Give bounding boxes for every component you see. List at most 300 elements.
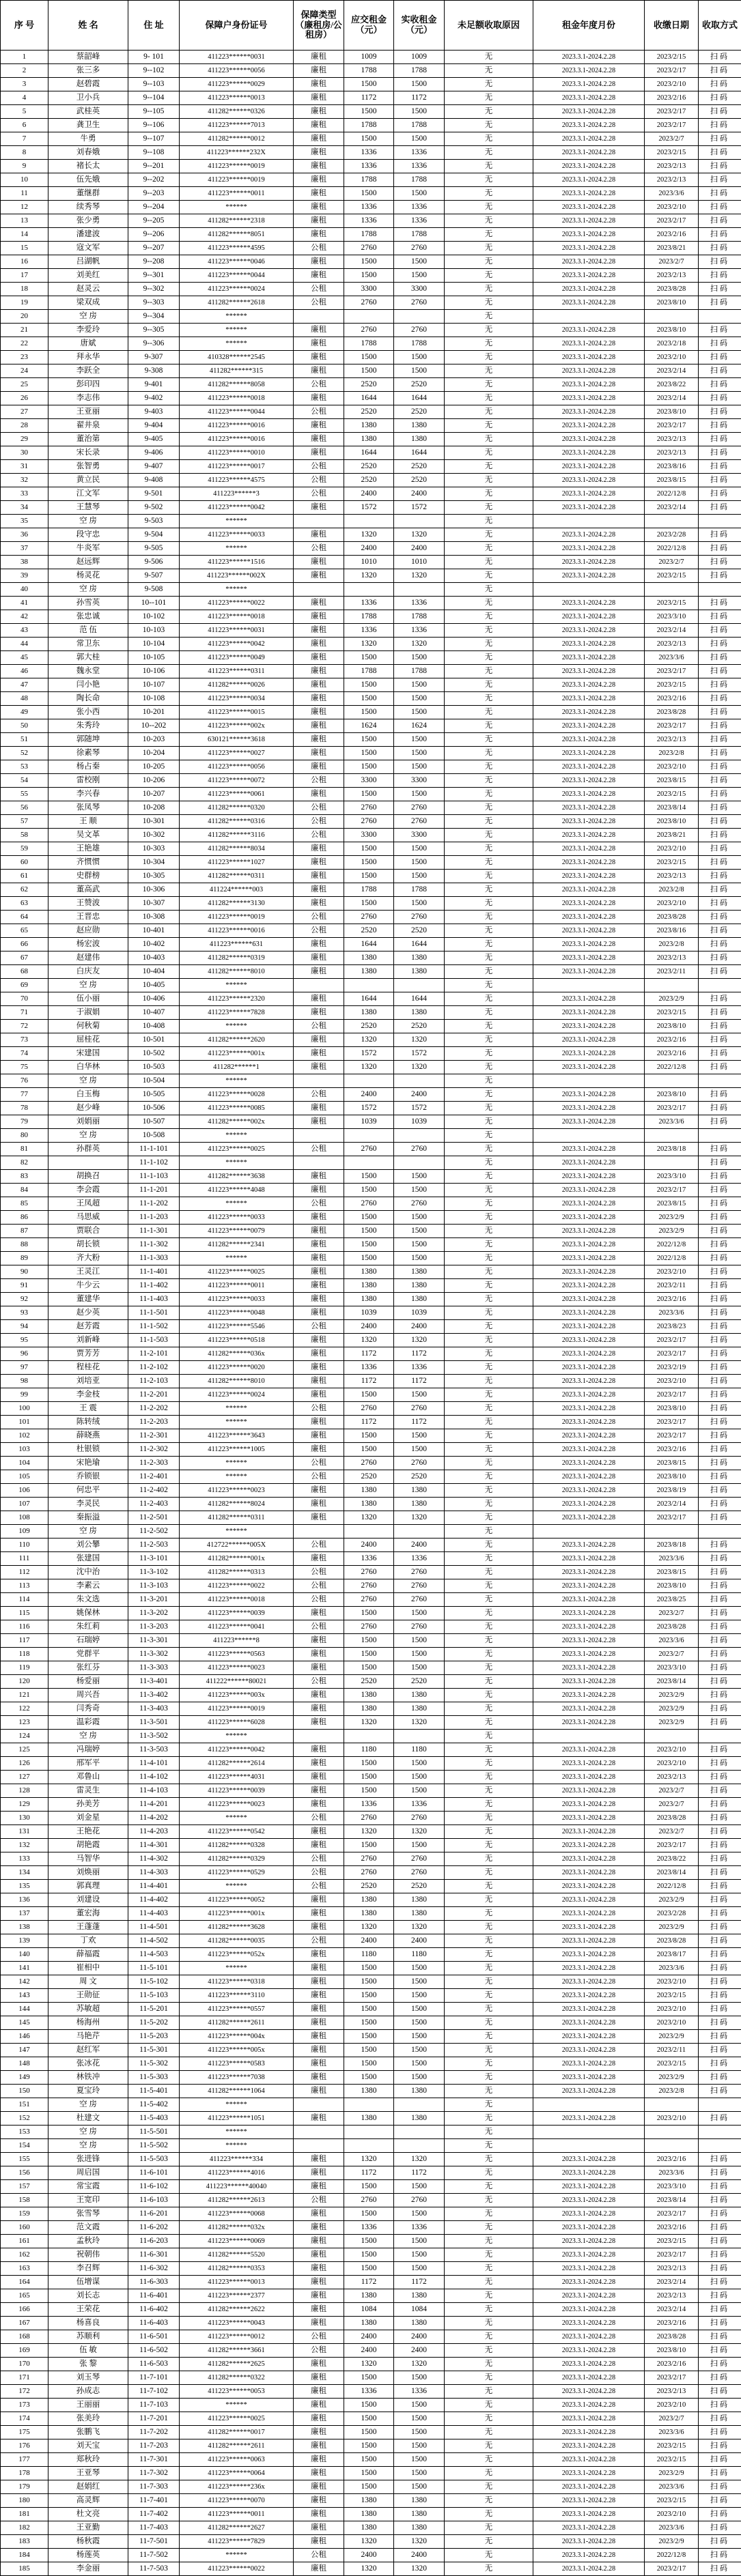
- cell-name: 屈桂花: [48, 1033, 128, 1047]
- cell-serial-no: 36: [1, 528, 48, 542]
- cell-serial-no: 70: [1, 992, 48, 1006]
- cell-housing-type: 廉租: [294, 1975, 344, 1989]
- cell-housing-type: 廉租: [294, 2371, 344, 2385]
- cell-serial-no: 113: [1, 1579, 48, 1593]
- cell-rent-period: 2023.3.1-2024.2.28: [533, 747, 645, 760]
- cell-collection-method: 扫码: [699, 446, 741, 460]
- table-row: [1, 2194, 741, 2207]
- cell-id-number: 411223******1005: [180, 1443, 294, 1457]
- cell-rent-received: 1500: [394, 1648, 445, 1661]
- cell-rent-due: [344, 1730, 394, 1743]
- cell-collection-method: 扫码: [699, 1115, 741, 1129]
- cell-collection-method: 扫码: [699, 1634, 741, 1648]
- cell-rent-due: 1172: [344, 1375, 394, 1388]
- cell-collection-date: 2023/8/10: [645, 815, 699, 829]
- cell-rent-received: 1788: [394, 610, 445, 624]
- cell-collection-date: 2023/8/22: [645, 1852, 699, 1866]
- cell-housing-type: 廉租: [294, 2221, 344, 2235]
- cell-housing-type: 廉租: [294, 2030, 344, 2044]
- cell-collection-date: 2023/3/10: [645, 2180, 699, 2194]
- cell-rent-period: 2023.3.1-2024.2.28: [533, 692, 645, 706]
- table-row: [1, 119, 741, 132]
- cell-address: 9--302: [128, 283, 180, 296]
- cell-shortfall-reason: 无: [445, 1088, 533, 1102]
- cell-shortfall-reason: 无: [445, 583, 533, 597]
- cell-collection-method: 扫码: [699, 2289, 741, 2303]
- cell-address: 11-2-302: [128, 1443, 180, 1457]
- cell-collection-date: 2023/2/14: [645, 624, 699, 638]
- cell-housing-type: 廉租: [294, 337, 344, 351]
- cell-collection-method: 扫码: [699, 2399, 741, 2412]
- cell-shortfall-reason: 无: [445, 1047, 533, 1061]
- table-row: [1, 1648, 741, 1661]
- cell-serial-no: 114: [1, 1593, 48, 1607]
- table-row: [1, 1429, 741, 1443]
- cell-serial-no: 81: [1, 1143, 48, 1156]
- cell-serial-no: 125: [1, 1743, 48, 1757]
- cell-rent-period: 2023.3.1-2024.2.28: [533, 2248, 645, 2262]
- cell-address: 10-206: [128, 774, 180, 788]
- cell-rent-period: 2023.3.1-2024.2.28: [533, 1088, 645, 1102]
- table-row: [1, 2303, 741, 2317]
- cell-shortfall-reason: 无: [445, 1593, 533, 1607]
- cell-collection-date: [645, 1525, 699, 1539]
- cell-collection-method: 扫码: [699, 2071, 741, 2085]
- cell-housing-type: 公租: [294, 1852, 344, 1866]
- cell-rent-received: [394, 1074, 445, 1088]
- cell-address: 10-402: [128, 938, 180, 951]
- cell-housing-type: 廉租: [294, 351, 344, 364]
- table-row: [1, 1757, 741, 1771]
- cell-rent-received: 1380: [394, 951, 445, 965]
- cell-rent-due: 1644: [344, 938, 394, 951]
- cell-rent-due: 2760: [344, 801, 394, 815]
- cell-id-number: 411223******002X: [180, 569, 294, 583]
- cell-address: 11-7-302: [128, 2467, 180, 2480]
- table-row: [1, 1552, 741, 1566]
- cell-address: 11-1-401: [128, 1265, 180, 1279]
- cell-rent-due: 1500: [344, 692, 394, 706]
- cell-address: 11-5-303: [128, 2071, 180, 2085]
- cell-address: 11-5-401: [128, 2085, 180, 2098]
- cell-collection-method: 扫码: [699, 1061, 741, 1074]
- cell-rent-received: 1320: [394, 1716, 445, 1730]
- cell-rent-received: 1380: [394, 1265, 445, 1279]
- table-row: [1, 924, 741, 938]
- cell-collection-date: 2023/2/15: [645, 2494, 699, 2508]
- cell-name: 朱文选: [48, 1593, 128, 1607]
- cell-address: 9--208: [128, 255, 180, 269]
- cell-shortfall-reason: 无: [445, 1825, 533, 1839]
- cell-name: 彭印四: [48, 378, 128, 392]
- cell-housing-type: 廉租: [294, 255, 344, 269]
- cell-name: 秦振溢: [48, 1511, 128, 1525]
- cell-rent-period: 2023.3.1-2024.2.28: [533, 1470, 645, 1484]
- cell-housing-type: 廉租: [294, 1115, 344, 1129]
- cell-shortfall-reason: 无: [445, 2303, 533, 2317]
- cell-rent-due: 1380: [344, 2085, 394, 2098]
- cell-shortfall-reason: 无: [445, 938, 533, 951]
- cell-housing-type: 廉租: [294, 2112, 344, 2126]
- cell-id-number: 411282******0322: [180, 2371, 294, 2385]
- cell-collection-method: 扫码: [699, 1539, 741, 1552]
- cell-shortfall-reason: 无: [445, 992, 533, 1006]
- cell-collection-method: [699, 2126, 741, 2139]
- cell-collection-date: 2023/2/7: [645, 2412, 699, 2426]
- cell-rent-period: 2023.3.1-2024.2.28: [533, 2399, 645, 2412]
- cell-collection-method: 扫码: [699, 378, 741, 392]
- cell-rent-received: 1380: [394, 1893, 445, 1907]
- table-row: [1, 51, 741, 64]
- cell-collection-method: 扫码: [699, 1702, 741, 1716]
- table-row: [1, 1771, 741, 1784]
- cell-shortfall-reason: 无: [445, 364, 533, 378]
- cell-rent-received: 1500: [394, 1388, 445, 1402]
- cell-housing-type: 廉租: [294, 419, 344, 433]
- cell-rent-period: 2023.3.1-2024.2.28: [533, 1893, 645, 1907]
- cell-rent-due: 1320: [344, 1061, 394, 1074]
- cell-address: 11-3-502: [128, 1730, 180, 1743]
- cell-rent-received: 1380: [394, 965, 445, 979]
- cell-address: 11-7-402: [128, 2508, 180, 2521]
- cell-address: 10-401: [128, 924, 180, 938]
- cell-rent-due: 1500: [344, 364, 394, 378]
- cell-serial-no: 19: [1, 296, 48, 310]
- cell-serial-no: 94: [1, 1320, 48, 1334]
- table-row: [1, 378, 741, 392]
- cell-collection-method: 扫码: [699, 1470, 741, 1484]
- cell-collection-method: 扫码: [699, 132, 741, 146]
- table-row: [1, 1962, 741, 1975]
- cell-serial-no: 56: [1, 801, 48, 815]
- cell-collection-date: 2023/8/14: [645, 801, 699, 815]
- cell-housing-type: 廉租: [294, 1757, 344, 1771]
- cell-name: 空 房: [48, 310, 128, 324]
- cell-housing-type: 廉租: [294, 1962, 344, 1975]
- table-body: [1, 51, 741, 2576]
- cell-housing-type: 廉租: [294, 788, 344, 801]
- cell-collection-method: 扫码: [699, 801, 741, 815]
- cell-rent-received: 1500: [394, 364, 445, 378]
- cell-rent-period: 2023.3.1-2024.2.28: [533, 2521, 645, 2535]
- cell-rent-due: 1180: [344, 1948, 394, 1962]
- cell-serial-no: 162: [1, 2248, 48, 2262]
- cell-collection-method: 扫码: [699, 2467, 741, 2480]
- cell-address: 9-403: [128, 405, 180, 419]
- cell-rent-due: 1336: [344, 1798, 394, 1812]
- cell-shortfall-reason: 无: [445, 201, 533, 214]
- cell-serial-no: 52: [1, 747, 48, 760]
- cell-housing-type: [294, 2139, 344, 2153]
- cell-housing-type: [294, 1525, 344, 1539]
- cell-id-number: 411223******0019: [180, 160, 294, 173]
- cell-housing-type: 廉租: [294, 2057, 344, 2071]
- cell-collection-date: 2023/8/10: [645, 324, 699, 337]
- cell-housing-type: 公租: [294, 1539, 344, 1552]
- cell-collection-date: 2023/8/22: [645, 378, 699, 392]
- cell-shortfall-reason: 无: [445, 2276, 533, 2289]
- cell-id-number: 411282******0319: [180, 951, 294, 965]
- table-row: [1, 2016, 741, 2030]
- cell-rent-received: 1500: [394, 2057, 445, 2071]
- cell-shortfall-reason: 无: [445, 1252, 533, 1265]
- cell-address: 11-7-403: [128, 2521, 180, 2535]
- cell-collection-method: 扫码: [699, 1184, 741, 1197]
- table-row: [1, 337, 741, 351]
- cell-address: 11-3-403: [128, 1702, 180, 1716]
- cell-rent-received: 1500: [394, 78, 445, 91]
- cell-id-number: 411282******1: [180, 1061, 294, 1074]
- cell-name: 王慧琴: [48, 501, 128, 515]
- cell-collection-method: 扫码: [699, 2480, 741, 2494]
- cell-collection-date: 2023/8/15: [645, 1566, 699, 1579]
- cell-housing-type: 廉租: [294, 842, 344, 856]
- table-row: [1, 351, 741, 364]
- table-row: [1, 1265, 741, 1279]
- cell-name: 史群榜: [48, 870, 128, 883]
- cell-name: 冯瑞婷: [48, 1743, 128, 1757]
- cell-address: 9--205: [128, 214, 180, 228]
- cell-rent-due: 2400: [344, 2330, 394, 2344]
- cell-id-number: 411223******0043: [180, 2317, 294, 2330]
- table-row: [1, 1593, 741, 1607]
- cell-address: 11-4-402: [128, 1893, 180, 1907]
- table-row: [1, 2180, 741, 2194]
- cell-id-number: 411223******0024: [180, 1388, 294, 1402]
- cell-rent-received: 1009: [394, 51, 445, 64]
- cell-name: 空 房: [48, 2139, 128, 2153]
- cell-rent-received: 1172: [394, 2166, 445, 2180]
- cell-address: 9-502: [128, 501, 180, 515]
- cell-rent-due: 1500: [344, 2003, 394, 2016]
- cell-housing-type: 廉租: [294, 1716, 344, 1730]
- cell-name: 何秋菊: [48, 1020, 128, 1033]
- table-row: [1, 2426, 741, 2439]
- cell-collection-date: 2023/2/17: [645, 64, 699, 78]
- cell-housing-type: 廉租: [294, 228, 344, 242]
- cell-id-number: 411223******0019: [180, 173, 294, 187]
- cell-serial-no: 58: [1, 829, 48, 842]
- cell-address: 11-3-203: [128, 1620, 180, 1634]
- cell-serial-no: 60: [1, 856, 48, 870]
- cell-serial-no: 85: [1, 1197, 48, 1211]
- cell-address: 11-7-102: [128, 2385, 180, 2399]
- cell-collection-method: 扫码: [699, 2276, 741, 2289]
- cell-address: 11-6-102: [128, 2180, 180, 2194]
- cell-collection-method: 扫码: [699, 610, 741, 624]
- cell-serial-no: 41: [1, 597, 48, 610]
- cell-id-number: 411282******0017: [180, 2426, 294, 2439]
- cell-housing-type: 公租: [294, 1934, 344, 1948]
- cell-shortfall-reason: 无: [445, 392, 533, 405]
- cell-rent-received: 1320: [394, 2153, 445, 2166]
- cell-name: 刘美红: [48, 269, 128, 283]
- cell-name: 温彩霞: [48, 1716, 128, 1730]
- cell-address: 9-404: [128, 419, 180, 433]
- cell-rent-due: 2520: [344, 460, 394, 474]
- cell-shortfall-reason: 无: [445, 1457, 533, 1470]
- cell-id-number: 411223******2320: [180, 992, 294, 1006]
- cell-collection-date: 2023/2/8: [645, 2085, 699, 2098]
- cell-name: 杜建文: [48, 2112, 128, 2126]
- cell-shortfall-reason: 无: [445, 1470, 533, 1484]
- cell-rent-due: 1500: [344, 2044, 394, 2057]
- cell-id-number: 411282******2613: [180, 2194, 294, 2207]
- cell-housing-type: 廉租: [294, 692, 344, 706]
- column-header: 实收租金（元）: [394, 1, 445, 51]
- table-row: [1, 2535, 741, 2549]
- cell-name: 王 顺: [48, 815, 128, 829]
- cell-rent-period: 2023.3.1-2024.2.28: [533, 1033, 645, 1047]
- cell-collection-date: 2023/2/9: [645, 1702, 699, 1716]
- cell-rent-due: 1500: [344, 2467, 394, 2480]
- table-row: [1, 2521, 741, 2535]
- cell-rent-period: [533, 583, 645, 597]
- cell-name: 刘公攀: [48, 1539, 128, 1552]
- cell-rent-received: 1500: [394, 706, 445, 719]
- cell-collection-method: 扫码: [699, 1238, 741, 1252]
- cell-collection-method: 扫码: [699, 1306, 741, 1320]
- cell-name: 赵应勋: [48, 924, 128, 938]
- cell-collection-method: 扫码: [699, 651, 741, 665]
- cell-housing-type: 廉租: [294, 2248, 344, 2262]
- cell-id-number: 411223******7013: [180, 119, 294, 132]
- cell-shortfall-reason: 无: [445, 1921, 533, 1934]
- cell-rent-due: 2760: [344, 1143, 394, 1156]
- cell-rent-period: 2023.3.1-2024.2.28: [533, 1047, 645, 1061]
- cell-rent-received: 1500: [394, 269, 445, 283]
- cell-collection-date: 2023/2/10: [645, 2016, 699, 2030]
- cell-id-number: 411223******0012: [180, 2330, 294, 2344]
- cell-rent-due: 2400: [344, 542, 394, 556]
- cell-serial-no: 5: [1, 105, 48, 119]
- table-row: [1, 556, 741, 569]
- cell-shortfall-reason: 无: [445, 419, 533, 433]
- cell-rent-period: 2023.3.1-2024.2.28: [533, 1634, 645, 1648]
- cell-collection-date: 2023/2/17: [645, 1416, 699, 1429]
- cell-rent-period: 2023.3.1-2024.2.28: [533, 1279, 645, 1293]
- table-row: [1, 569, 741, 583]
- cell-address: 10-506: [128, 1102, 180, 1115]
- cell-rent-due: 1788: [344, 64, 394, 78]
- cell-shortfall-reason: 无: [445, 678, 533, 692]
- cell-id-number: 411282******8010: [180, 965, 294, 979]
- cell-address: 11-4-503: [128, 1948, 180, 1962]
- cell-housing-type: 廉租: [294, 2044, 344, 2057]
- cell-serial-no: 4: [1, 91, 48, 105]
- cell-name: 王亚勤: [48, 2521, 128, 2535]
- cell-collection-date: 2023/2/15: [645, 597, 699, 610]
- cell-rent-period: 2023.3.1-2024.2.28: [533, 528, 645, 542]
- cell-name: 吴文革: [48, 829, 128, 842]
- table-row: [1, 242, 741, 255]
- cell-address: 10-208: [128, 801, 180, 815]
- cell-address: 11-5-402: [128, 2098, 180, 2112]
- cell-housing-type: 公租: [294, 2194, 344, 2207]
- cell-rent-period: 2023.3.1-2024.2.28: [533, 2494, 645, 2508]
- cell-rent-period: 2023.3.1-2024.2.28: [533, 2057, 645, 2071]
- cell-name: 王亚琴: [48, 2467, 128, 2480]
- cell-rent-due: 1500: [344, 1962, 394, 1975]
- cell-address: 11-1-503: [128, 1334, 180, 1347]
- table-row: [1, 1443, 741, 1457]
- column-header: 姓 名: [48, 1, 128, 51]
- cell-serial-no: 177: [1, 2453, 48, 2467]
- cell-collection-date: 2023/3/10: [645, 610, 699, 624]
- cell-name: 张凤琴: [48, 801, 128, 815]
- cell-collection-method: 扫码: [699, 487, 741, 501]
- cell-address: 11-2-203: [128, 1416, 180, 1429]
- cell-collection-method: 扫码: [699, 1511, 741, 1525]
- cell-name: 伍增谋: [48, 2276, 128, 2289]
- table-row: [1, 692, 741, 706]
- cell-id-number: ******: [180, 515, 294, 528]
- cell-id-number: 411282******8024: [180, 1498, 294, 1511]
- cell-address: 9-507: [128, 569, 180, 583]
- cell-name: 伍先娥: [48, 173, 128, 187]
- cell-address: 11-4-301: [128, 1839, 180, 1852]
- cell-collection-method: 扫码: [699, 624, 741, 638]
- cell-name: 李爱玲: [48, 324, 128, 337]
- cell-name: 张冰花: [48, 2057, 128, 2071]
- cell-collection-date: 2023/8/14: [645, 1675, 699, 1689]
- cell-id-number: 411223******0069: [180, 2235, 294, 2248]
- cell-id-number: ******: [180, 542, 294, 556]
- cell-rent-due: 1572: [344, 1047, 394, 1061]
- cell-collection-date: 2023/8/21: [645, 829, 699, 842]
- cell-rent-due: 1172: [344, 2276, 394, 2289]
- cell-collection-date: 2023/2/7: [645, 1784, 699, 1798]
- cell-rent-received: 2400: [394, 1539, 445, 1552]
- cell-rent-period: 2023.3.1-2024.2.28: [533, 1443, 645, 1457]
- cell-housing-type: 廉租: [294, 269, 344, 283]
- cell-collection-date: 2023/3/10: [645, 1170, 699, 1184]
- cell-rent-due: 1320: [344, 1716, 394, 1730]
- cell-collection-method: 扫码: [699, 474, 741, 487]
- cell-collection-date: 2023/2/17: [645, 105, 699, 119]
- cell-rent-received: 1336: [394, 597, 445, 610]
- cell-id-number: 411223******004x: [180, 2030, 294, 2044]
- cell-rent-received: 2760: [394, 1812, 445, 1825]
- cell-id-number: 411223******0015: [180, 706, 294, 719]
- cell-housing-type: 廉租: [294, 2426, 344, 2439]
- table-row: [1, 1484, 741, 1498]
- cell-shortfall-reason: 无: [445, 119, 533, 132]
- cell-shortfall-reason: 无: [445, 719, 533, 733]
- cell-rent-due: 1500: [344, 2207, 394, 2221]
- cell-rent-received: 1380: [394, 1279, 445, 1293]
- cell-rent-due: 1320: [344, 1825, 394, 1839]
- cell-shortfall-reason: 无: [445, 446, 533, 460]
- cell-serial-no: 127: [1, 1771, 48, 1784]
- cell-collection-date: 2023/2/9: [645, 1211, 699, 1225]
- cell-rent-received: [394, 2098, 445, 2112]
- cell-shortfall-reason: 无: [445, 2126, 533, 2139]
- cell-name: 宋艳瑜: [48, 1457, 128, 1470]
- table-row: [1, 856, 741, 870]
- cell-name: 齐大粉: [48, 1252, 128, 1265]
- cell-rent-period: 2023.3.1-2024.2.28: [533, 1061, 645, 1074]
- cell-shortfall-reason: 无: [445, 2549, 533, 2562]
- cell-housing-type: 廉租: [294, 1798, 344, 1812]
- cell-name: 王艳雄: [48, 842, 128, 856]
- cell-address: 11-4-101: [128, 1757, 180, 1771]
- cell-collection-date: 2023/8/10: [645, 1088, 699, 1102]
- cell-housing-type: 公租: [294, 1593, 344, 1607]
- cell-rent-period: 2023.3.1-2024.2.28: [533, 433, 645, 446]
- cell-rent-period: 2023.3.1-2024.2.28: [533, 1675, 645, 1689]
- cell-rent-period: 2023.3.1-2024.2.28: [533, 2508, 645, 2521]
